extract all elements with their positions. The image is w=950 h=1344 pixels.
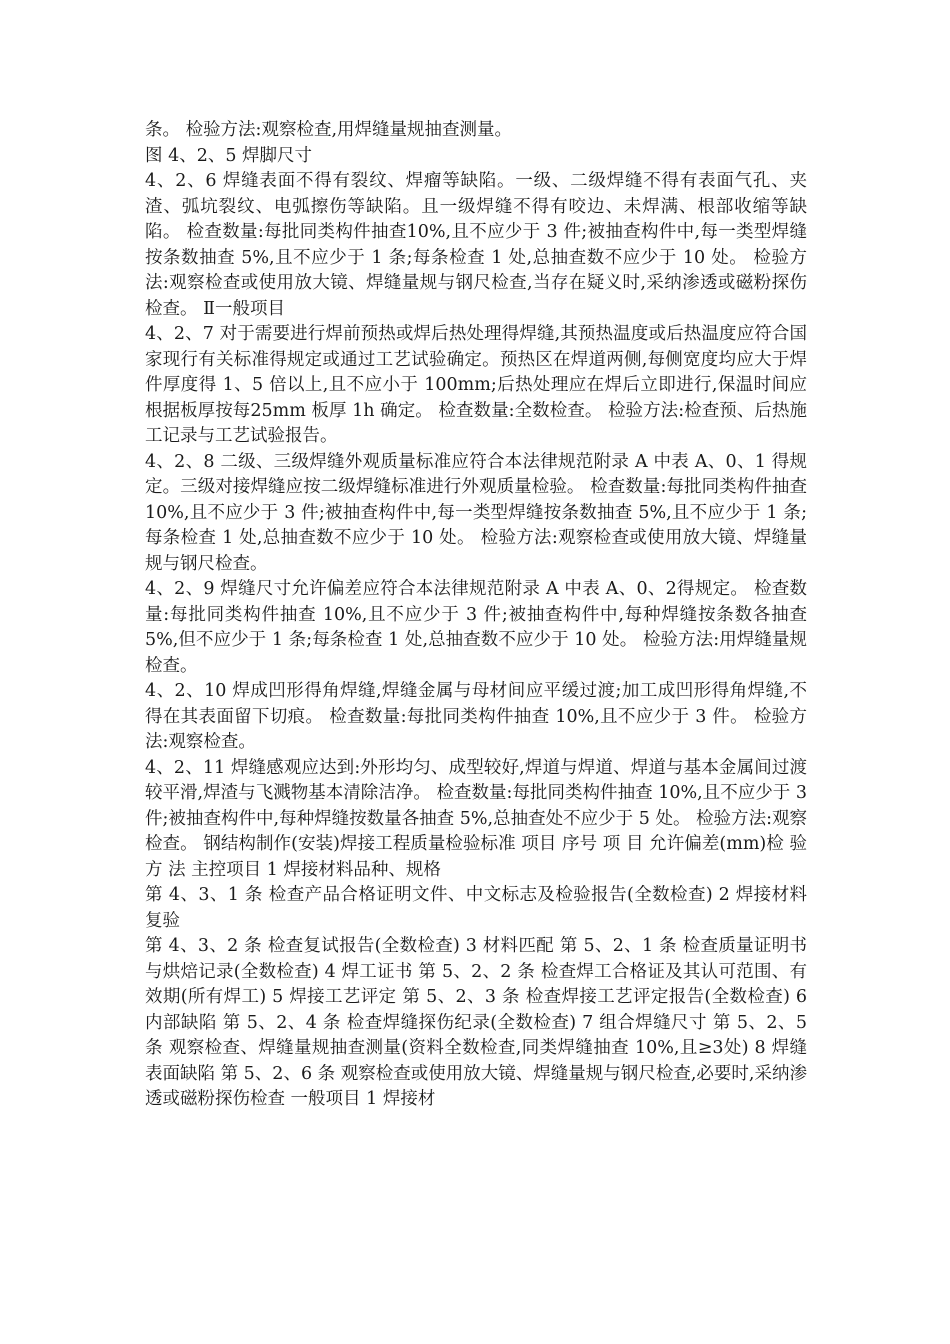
paragraph-4-2-6: 4、2、6 焊缝表面不得有裂纹、焊瘤等缺陷。一级、二级焊缝不得有表面气孔、夹渣、弧坑裂纹、电弧擦伤等缺陷。且一级焊缝不得有咬边、未焊满、根部收缩等缺陷。 检查数量:每批同类构件抽查10%,且不应少于 3 件;被抽查构件中,每一类型焊缝按条数抽查 5%,且不应少于 1 条;每条检查 1 处,总抽查数不应少于 10 处。 检验方法:观察检查或使用放大镜、焊缝量规与钢尺检查,当存在疑义时,采纳渗透或磁粉探伤检查。 Ⅱ一般项目	[145, 171, 807, 319]
paragraph-4-3-1: 第 4、3、1 条 检查产品合格证明文件、中文标志及检验报告(全数检查) 2 焊接材料复验	[145, 885, 807, 931]
document-page	[145, 118, 807, 1113]
paragraph-4-3-2: 第 4、3、2 条 检查复试报告(全数检查) 3 材料匹配 第 5、2、1 条 检查质量证明书与烘焙记录(全数检查) 4 焊工证书 第 5、2、2 条 检查焊工合格证及其认可范围、有效期(所有焊工) 5 焊接工艺评定 第 5、2、3 条 检查焊接工艺评定报告(全数检查) 6 内部缺陷 第 5、2、4 条 检查焊缝探伤纪录(全数检查) 7 组合焊缝尺寸 第 5、2、5 条 观察检查、焊缝量规抽查测量(资料全数检查,同类焊缝抽查 10%,且≥3处) 8 焊缝表面缺陷 第 5、2、6 条 观察检查或使用放大镜、焊缝量规与钢尺检查,必要时,采纳渗透或磁粉探伤检查 一般项目 1 焊接材	[145, 936, 807, 1109]
paragraph-4-2-10: 4、2、10 焊成凹形得角焊缝,焊缝金属与母材间应平缓过渡;加工成凹形得角焊缝,不得在其表面留下切痕。 检查数量:每批同类构件抽查 10%,且不应少于 3 件。 检验方法:观察检查。	[145, 681, 807, 752]
paragraph-inspection-method: 条。 检验方法:观察检查,用焊缝量规抽查测量。	[145, 120, 513, 140]
paragraph-4-2-11: 4、2、11 焊缝感观应达到:外形均匀、成型较好,焊道与焊道、焊道与基本金属间过渡较平滑,焊渣与飞溅物基本清除洁净。 检查数量:每批同类构件抽查 10%,且不应少于 3 件;被抽查构件中,每种焊缝按数量各抽查 5%,总抽查处不应少于 5 处。 检验方法:观察检查。 钢结构制作(安装)焊接工程质量检验标准 项目 序号 项 目 允许偏差(mm)检 验 方 法 主控项目 1 焊接材料品种、规格	[145, 757, 807, 880]
paragraph-4-2-7: 4、2、7 对于需要进行焊前预热或焊后热处理得焊缝,其预热温度或后热温度应符合国家现行有关标准得规定或通过工艺试验确定。预热区在焊道两侧,每侧宽度均应大于焊件厚度得 1、5 倍以上,且不应小于 100mm;后热处理应在焊后立即进行,保温时间应根据板厚按每25mm 板厚 1h 确定。 检查数量:全数检查。 检验方法:检查预、后热施工记录与工艺试验报告。	[145, 324, 807, 446]
figure-caption: 图 4、2、5 焊脚尺寸	[145, 145, 313, 166]
paragraph-4-2-8: 4、2、8 二级、三级焊缝外观质量标准应符合本法律规范附录 A 中表 A、0、1 得规定。三级对接焊缝应按二级焊缝标准进行外观质量检验。 检查数量:每批同类构件抽查 10%,且不应少于 3 件;被抽查构件中,每一类型焊缝按条数抽查 5%,且不应少于 1 条;每条检查 1 处,总抽查数不应少于 10 处。 检验方法:观察检查或使用放大镜、焊缝量规与钢尺检查。	[145, 451, 807, 574]
paragraph-4-2-9: 4、2、9 焊缝尺寸允许偏差应符合本法律规范附录 A 中表 A、0、2得规定。 检查数量:每批同类构件抽查 10%,且不应少于 3 件;被抽查构件中,每种焊缝按条数各抽查 5%,但不应少于 1 条;每条检查 1 处,总抽查数不应少于 10 处。 检验方法:用焊缝量规检查。	[145, 579, 807, 676]
